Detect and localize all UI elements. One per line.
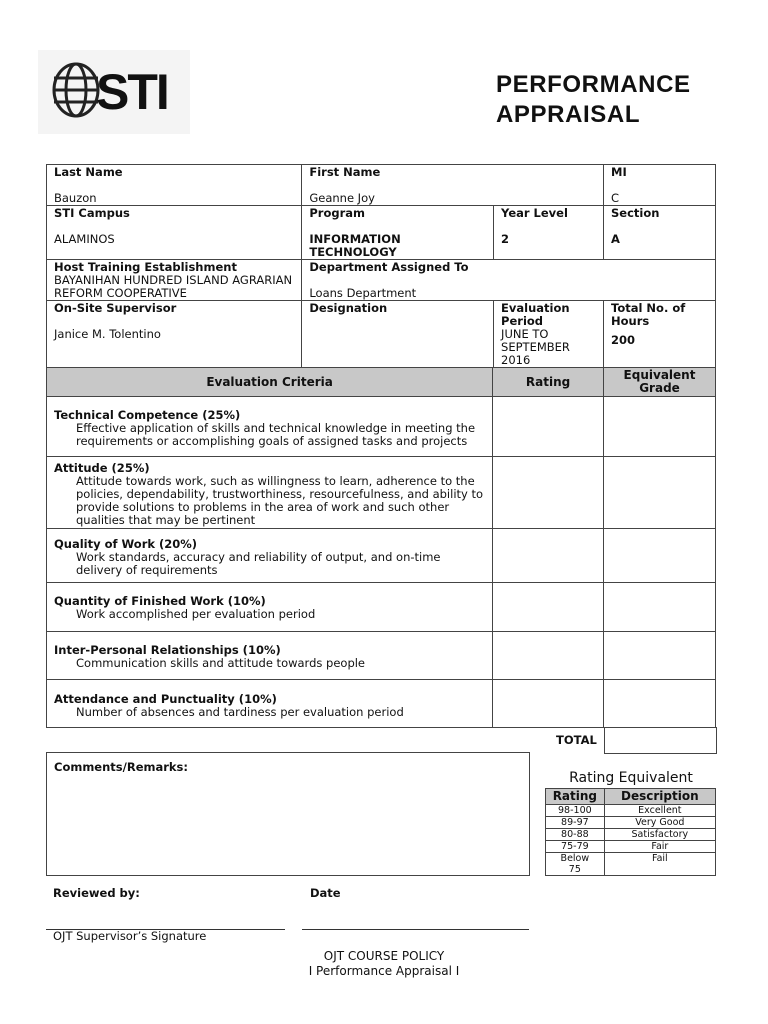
date-label: Date — [310, 886, 341, 900]
rating-equivalent-row — [546, 805, 716, 817]
grade-input-cell[interactable] — [604, 583, 716, 632]
criteria-title: Attendance and Punctuality (10%) — [54, 692, 277, 706]
page-title: PERFORMANCE APPRAISAL — [496, 71, 691, 128]
section-label: Section — [611, 206, 660, 220]
criteria-row — [47, 529, 716, 583]
criteria-desc: Attitude towards work, such as willingness to learn, adherence to the policies, dependability, trustworthiness, resourcefulness, and ability to provide solutions to problems in the area of work and such other qualities that may be pertinent — [76, 474, 484, 527]
date-line[interactable] — [302, 929, 529, 930]
grade-input-cell[interactable] — [604, 397, 716, 457]
criteria-row — [47, 632, 716, 680]
rating-input-cell[interactable] — [493, 583, 604, 632]
campus-label: STI Campus — [54, 206, 130, 220]
criteria-desc: Number of absences and tardiness per evaluation period — [76, 705, 404, 719]
comments-box[interactable] — [46, 752, 530, 876]
rating-col-header: Rating — [493, 368, 604, 397]
criteria-desc: Effective application of skills and technical knowledge in meeting the requirements or accomplishing goals of assigned tasks and projects — [76, 421, 476, 448]
last-name-label: Last Name — [54, 165, 123, 179]
rating-header: Rating — [546, 789, 605, 805]
rating-equivalent-row — [546, 841, 716, 853]
rating-description: Satisfactory — [604, 829, 715, 841]
total-label: TOTAL — [556, 733, 597, 747]
student-info-table — [46, 164, 716, 368]
comments-label: Comments/Remarks: — [54, 760, 188, 774]
mi-cell — [604, 165, 716, 206]
rating-description: Excellent — [604, 805, 715, 817]
rating-input-cell[interactable] — [493, 529, 604, 583]
signature-caption: OJT Supervisor’s Signature — [53, 929, 207, 943]
first-name-value: Geanne Joy — [309, 191, 375, 205]
rating-equivalent-title: Rating Equivalent — [569, 770, 693, 786]
criteria-desc: Communication skills and attitude towards people — [76, 656, 366, 670]
footer-doc-name: I Performance Appraisal I — [308, 964, 460, 978]
eval-period-value: JUNE TO SEPTEMBER 2016 — [501, 327, 570, 367]
criteria-row — [47, 583, 716, 632]
rating-input-cell[interactable] — [493, 680, 604, 728]
dept-value: Loans Department — [309, 286, 417, 300]
rating-equivalent-table — [545, 788, 716, 876]
section-value: A — [611, 232, 620, 246]
supervisor-value: Janice M. Tolentino — [54, 327, 161, 341]
designation-label: Designation — [309, 301, 388, 315]
eval-period-cell — [494, 301, 604, 368]
grade-input-cell[interactable] — [604, 457, 716, 529]
rating-description: Fail — [604, 853, 715, 876]
criteria-cell — [47, 680, 493, 728]
rating-description: Very Good — [604, 817, 715, 829]
last-name-cell — [47, 165, 302, 206]
program-value: INFORMATION TECHNOLOGY — [309, 232, 401, 259]
rating-input-cell[interactable] — [493, 397, 604, 457]
supervisor-cell — [47, 301, 302, 368]
year-cell — [494, 206, 604, 260]
criteria-title: Technical Competence (25%) — [54, 408, 241, 422]
year-value: 2 — [501, 232, 510, 246]
hours-label: Total No. of Hours — [611, 301, 686, 328]
sti-logo — [38, 50, 190, 134]
grade-col-header: Equivalent Grade — [604, 368, 716, 397]
criteria-desc: Work accomplished per evaluation period — [76, 607, 316, 621]
host-value: BAYANIHAN HUNDRED ISLAND AGRARIAN REFORM COOPERATIVE — [54, 273, 293, 300]
supervisor-label: On-Site Supervisor — [54, 301, 177, 315]
total-input-box[interactable] — [604, 727, 717, 754]
designation-cell — [302, 301, 494, 368]
criteria-row — [47, 680, 716, 728]
rating-range: Below 75 — [546, 853, 605, 876]
mi-label: MI — [611, 165, 627, 179]
criteria-title: Inter-Personal Relationships (10%) — [54, 643, 281, 657]
campus-value: ALAMINOS — [54, 232, 115, 246]
host-label: Host Training Establishment — [54, 260, 237, 274]
eval-period-label: Evaluation Period — [501, 301, 570, 328]
criteria-row — [47, 457, 716, 529]
reviewed-by-label: Reviewed by: — [53, 886, 140, 900]
rating-input-cell[interactable] — [493, 632, 604, 680]
mi-value: C — [611, 191, 620, 205]
year-label: Year Level — [501, 206, 568, 220]
program-cell — [302, 206, 494, 260]
section-cell — [604, 206, 716, 260]
criteria-row — [47, 397, 716, 457]
criteria-col-header: Evaluation Criteria — [47, 368, 493, 397]
rating-range: 89-97 — [546, 817, 605, 829]
grade-input-cell[interactable] — [604, 680, 716, 728]
criteria-cell — [47, 632, 493, 680]
grade-input-cell[interactable] — [604, 632, 716, 680]
rating-input-cell[interactable] — [493, 457, 604, 529]
criteria-title: Quality of Work (20%) — [54, 537, 198, 551]
globe-icon — [50, 58, 102, 122]
program-label: Program — [309, 206, 365, 220]
criteria-title: Quantity of Finished Work (10%) — [54, 594, 266, 608]
rating-description: Fair — [604, 841, 715, 853]
criteria-cell — [47, 397, 493, 457]
info-row — [47, 165, 716, 206]
criteria-title: Attitude (25%) — [54, 461, 150, 475]
evaluation-criteria-table — [46, 367, 716, 728]
rating-range: 98-100 — [546, 805, 605, 817]
description-header: Description — [604, 789, 715, 805]
hours-cell — [604, 301, 716, 368]
rating-equivalent-row — [546, 853, 716, 876]
info-row — [47, 260, 716, 301]
logo-text: STI — [96, 64, 168, 120]
campus-cell — [47, 206, 302, 260]
rating-equivalent-row — [546, 829, 716, 841]
first-name-label: First Name — [309, 165, 381, 179]
dept-label: Department Assigned To — [309, 260, 469, 274]
grade-input-cell[interactable] — [604, 529, 716, 583]
last-name-value: Bauzon — [54, 191, 97, 205]
first-name-cell — [302, 165, 604, 206]
dept-cell — [302, 260, 716, 301]
hours-value: 200 — [611, 333, 636, 347]
info-row — [47, 301, 716, 368]
footer-policy: OJT COURSE POLICY — [323, 949, 445, 963]
criteria-cell — [47, 457, 493, 529]
host-cell — [47, 260, 302, 301]
rating-equivalent-header-row — [546, 789, 716, 805]
criteria-cell — [47, 583, 493, 632]
criteria-header-row — [47, 368, 716, 397]
criteria-desc: Work standards, accuracy and reliability of output, and on-time delivery of requirements — [76, 550, 441, 577]
rating-range: 75-79 — [546, 841, 605, 853]
info-row — [47, 206, 716, 260]
rating-equivalent-row — [546, 817, 716, 829]
criteria-cell — [47, 529, 493, 583]
rating-range: 80-88 — [546, 829, 605, 841]
